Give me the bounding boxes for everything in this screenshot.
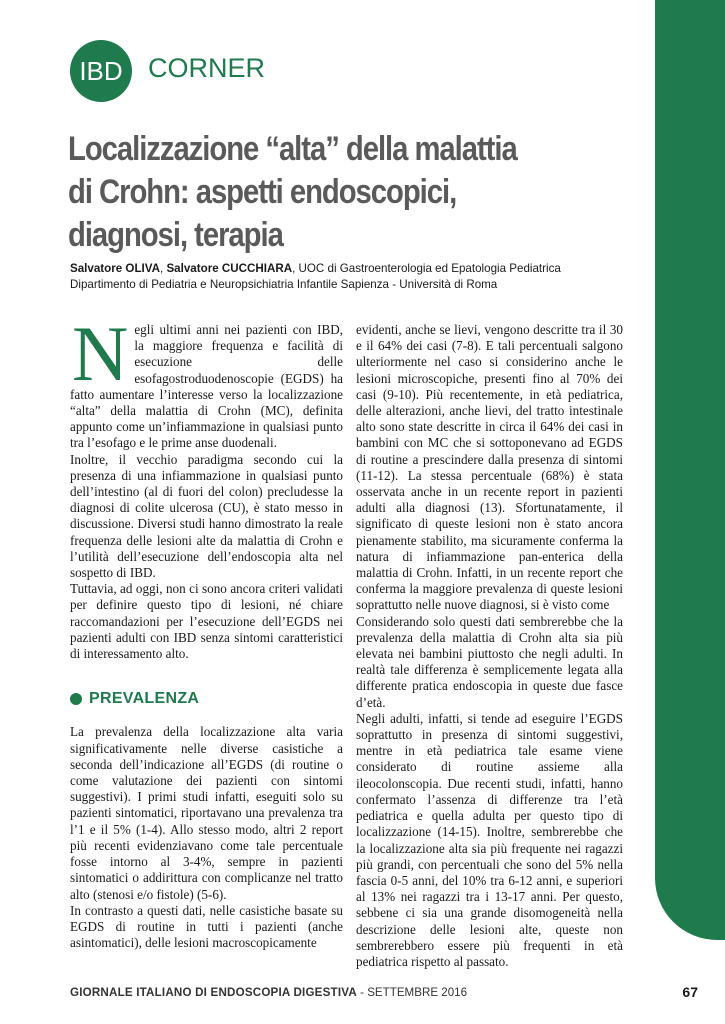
intro-paragraph [70,310,343,452]
title-line-2: di Crohn: aspetti endoscopici, [68,173,457,211]
green-side-band [655,0,725,940]
page-number: 67 [682,984,698,1000]
left-column [70,310,343,951]
logo-circle: IBD [70,40,132,102]
affiliation-1: , UOC di Gastroenterologia ed Epatologia Pediatrica [292,262,561,275]
paragraph-5: In contrasto a questi dati, nelle casistiche basate su EGDS di routine in tutti i pazienti (anche asintomatici), delle lesioni macroscopicamente [70,902,343,951]
title-line-3: diagnosi, terapia [68,216,283,254]
title-line-1: Localizzazione “alta” della malattia [68,130,517,168]
section-title: PREVALENZA [89,690,200,708]
section-heading-prevalenza [70,691,343,707]
paragraph-3: Tuttavia, ad oggi, non ci sono ancora criteri validati per definire questo tipo di lesioni, né chiare raccomandazioni per l’esecuzione dell’EGDS nei pazienti adulti con IBD senza sintomi caratteristici di interessamento alto. [70,581,343,662]
paragraph-7: Considerando solo questi dati sembrerebbe che la prevalenza della malattia di Crohn alta sia più elevata nei bambini piuttosto che negli adulti. In realtà tale differenza è semplicemente legata alla differente pratica endoscopia in queste due fasce d’età. [356,613,623,710]
authors-block [70,261,650,293]
paragraph-8: Negli adulti, infatti, si tende ad eseguire l’EGDS soprattutto in presenza di sintomi suggestivi, mentre in età pediatrica tale esame viene considerato di routine assieme alla ileocolonscopia. Due recenti studi, infatti, hanno confermato l’assenza di differenze tra l’età pediatrica e quella adulta per questo tipo di localizzazione (14-15). Inoltre, sembrerebbe che la localizzazione alta sia più frequente nei ragazzi più grandi, con percentuali che sono del 5% nella fascia 0-5 anni, del 10% tra 6-12 anni, e superiori al 13% nei ragazzi tra i 13-17 anni. Per questo, sebbene ci sia una grande disomogeneità nella descrizione delle lesioni alte, queste non sembrerebbero essere più frequenti in età pediatrica rispetto al passato. [356,710,623,969]
logo-word: CORNER [148,53,266,83]
author-1: Salvatore OLIVA [70,262,160,275]
journal-name: GIORNALE ITALIANO DI ENDOSCOPIA DIGESTIVA [70,986,357,999]
paragraph-4: La prevalenza della localizzazione alta varia significativamente nelle diverse casistiche a seconda dell’indicazione all’EGDS (di routine o come valutazione dei pazienti con sintomi suggestivi). I primi studi infatti, eseguiti solo su pazienti sintomatici, riportavano una prevalenza tra l’1 e il 5% (1-4). Allo stesso modo, altri 2 report più recenti evidenziavano come tale percentuale fosse intorno al 3-4%, sempre in pazienti sintomatici o addirittura con complicanze nel tratto alto (stenosi e/o fistole) (5-6). [70,724,343,902]
drop-cap: N [72,310,129,397]
article-title [68,128,550,257]
intro-text: egli ultimi anni nei pazienti con IBD, la maggiore frequenza e facilità di esecuzione delle esofagostroduodenoscopie (EGDS) ha fatto aumentare l’interesse verso la localizzazione “alta” della malattia di Crohn (MC), definita appunto come un’infiammazione in qualsiasi punto tra l’esofago e le prime anse duodenali. [70,322,343,451]
authors-line [70,261,650,277]
affiliation-2: Dipartimento di Pediatria e Neuropsichiatria Infantile Sapienza - Università di Roma [70,278,498,291]
page-footer [70,986,698,999]
paragraph-2: Inoltre, il vecchio paradigma secondo cui la presenza di una infiammazione in qualsiasi punto dell’intestino (al di fuori del colon) precludesse la diagnosi di colite ulcerosa (CU), è stato messo in discussione. Diversi studi hanno dimostrato la reale frequenza delle lesioni alte da malattia di Crohn e l’utilità dell’esecuzione dell’endoscopia alta nel sospetto di IBD. [70,451,343,581]
issue-date: - SETTEMBRE 2016 [356,986,468,999]
paragraph-6: evidenti, anche se lievi, vengono descritte tra il 30 e il 64% dei casi (7-8). E tali percentuali salgono ulteriormente nel caso si considerino anche le lesioni microscopiche, presenti fino al 70% dei casi (9-10). Più recentemente, in età pediatrica, delle alterazioni, anche lievi, del tratto intestinale alto sono state descritte in circa il 64% dei casi in bambini con MC che si sottoponevano ad EGDS di routine a prescindere dalla presenza di sintomi (11-12). La stessa percentuale (68%) è stata osservata anche in un recente report in pazienti adulti alla diagnosi (13). Sfortunatamente, il significato di queste lesioni non è stato ancora pienamente stabilito, ma sicuramente conferma la natura di infiammazione pan-enterica della malattia di Crohn. Infatti, in un recente report che conferma la maggiore prevalenza di queste lesioni soprattutto nelle nuove diagnosi, si è visto come [356,322,623,613]
right-column [356,322,623,970]
bullet-icon [70,693,82,705]
author-separator: , [160,262,167,275]
author-2: Salvatore CUCCHIARA [166,262,293,275]
